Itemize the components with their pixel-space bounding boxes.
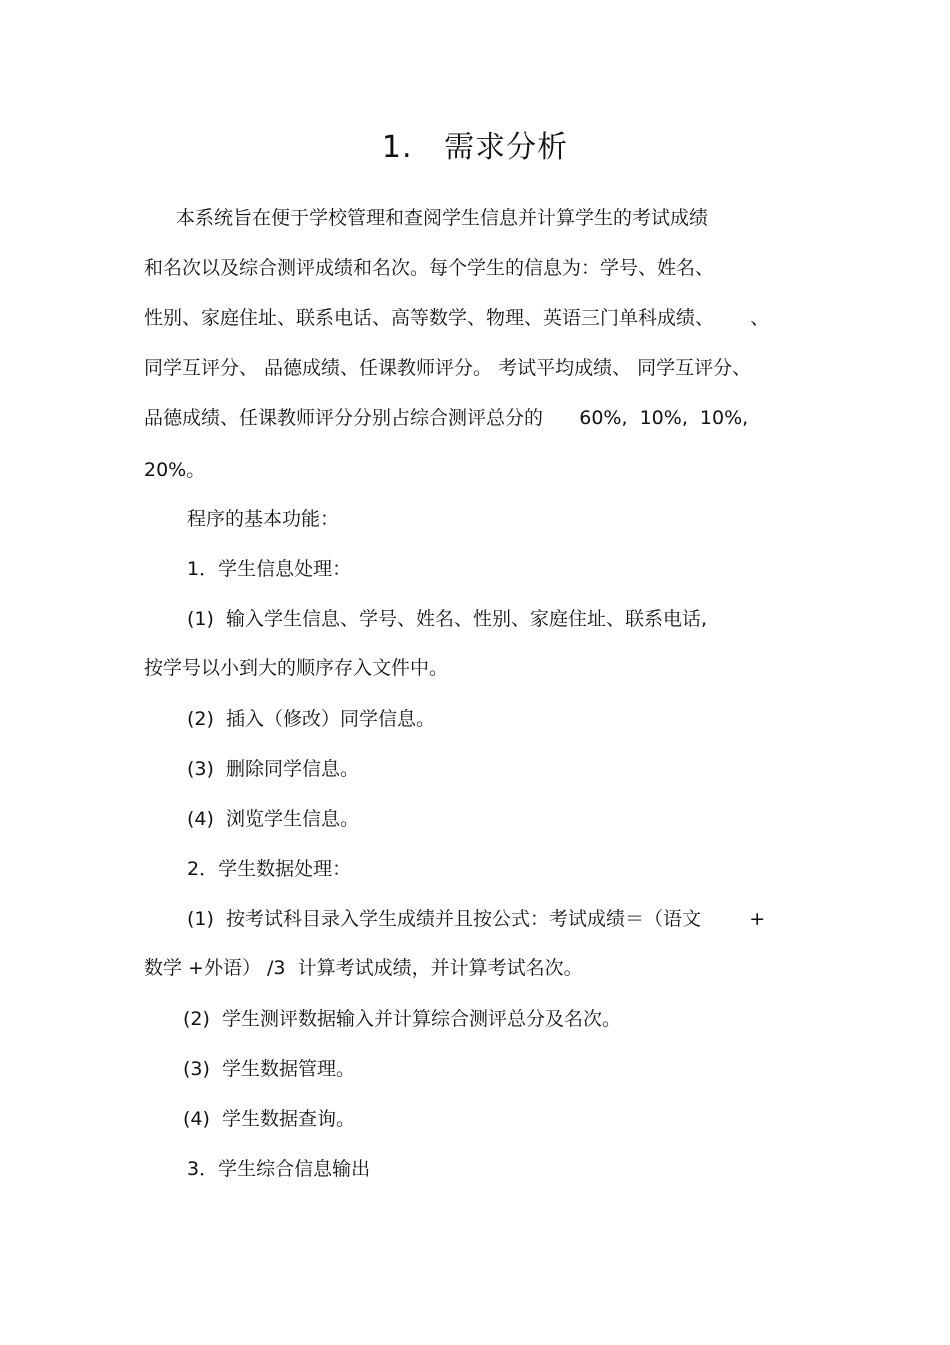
list-heading-1: 1．学生信息处理： <box>187 558 352 580</box>
section-title: 1. 需求分析 <box>381 130 569 165</box>
list-item-1-4: (4) 浏览学生信息。 <box>187 808 359 830</box>
list-item-2-1-cont: 数学 +外语） /3 计算考试成绩，并计算考试名次。 <box>144 957 583 979</box>
list-item-1-1: (1) 输入学生信息、学号、姓名、性别、家庭住址、联系电话, <box>187 608 708 630</box>
paragraph-line-2: 和名次以及综合测评成绩和名次。每个学生的信息为：学号、姓名、 <box>144 257 715 279</box>
paragraph-line-6: 20%。 <box>144 459 206 481</box>
paragraph-line-3: 性别、家庭住址、联系电话、高等数学、物理、英语三门单科成绩、 、 <box>144 307 770 329</box>
list-heading-2: 2．学生数据处理： <box>187 858 352 880</box>
functions-heading: 程序的基本功能： <box>187 508 340 530</box>
paragraph-line-5: 品德成绩、任课教师评分分别占综合测评总分的 60%, 10%, 10%, <box>144 407 749 429</box>
list-item-2-1: (1) 按考试科目录入学生成绩并且按公式：考试成绩＝（语文 + <box>187 908 766 930</box>
list-item-2-3: (3) 学生数据管理。 <box>183 1058 355 1080</box>
list-item-1-3: (3) 删除同学信息。 <box>187 758 359 780</box>
list-item-1-1-cont: 按学号以小到大的顺序存入文件中。 <box>144 657 449 679</box>
list-item-2-2: (2) 学生测评数据输入并计算综合测评总分及名次。 <box>183 1008 621 1030</box>
list-heading-3: 3．学生综合信息输出 <box>187 1158 371 1180</box>
list-item-2-4: (4) 学生数据查询。 <box>183 1108 355 1130</box>
paragraph-line-1: 本系统旨在便于学校管理和查阅学生信息并计算学生的考试成绩 <box>176 207 709 229</box>
list-item-1-2: (2) 插入（修改）同学信息。 <box>187 708 435 730</box>
paragraph-line-4: 同学互评分、 品德成绩、任课教师评分。 考试平均成绩、 同学互评分、 <box>144 357 752 379</box>
